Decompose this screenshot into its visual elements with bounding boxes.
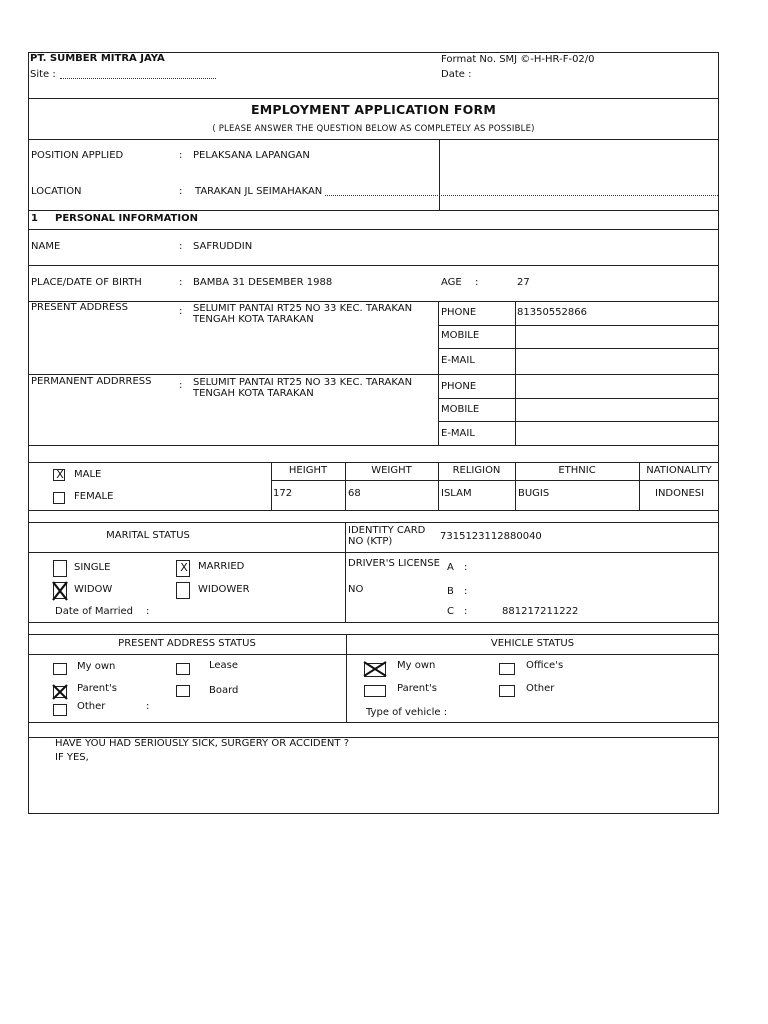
male-checkbox[interactable]: [53, 469, 65, 481]
male-check-mark: X: [56, 468, 64, 481]
license-colon-a: :: [464, 562, 468, 573]
address-other-colon: :: [146, 701, 150, 712]
value-nationality: INDONESI: [655, 488, 705, 499]
address-status-title: PRESENT ADDRESS STATUS: [118, 638, 256, 649]
widower-checkbox[interactable]: [176, 582, 190, 599]
address-lease-checkbox[interactable]: [176, 663, 190, 675]
location-colon: :: [179, 186, 183, 197]
present-phone-value: 81350552866: [517, 307, 587, 318]
health-if-yes: IF YES,: [55, 752, 89, 763]
position-label: POSITION APPLIED: [31, 150, 124, 161]
position-colon: :: [179, 150, 183, 161]
name-colon: :: [179, 241, 183, 252]
address-parents-checkbox[interactable]: [53, 686, 67, 698]
section-number: 1: [31, 213, 38, 224]
header-religion: RELIGION: [452, 465, 501, 476]
address-own-label: My own: [77, 661, 116, 672]
date-of-married-colon: :: [146, 606, 150, 617]
address-board-checkbox[interactable]: [176, 685, 190, 697]
header-height: HEIGHT: [288, 465, 328, 476]
name-value: SAFRUDDIN: [193, 241, 253, 252]
permanent-email-label: E-MAIL: [441, 428, 475, 439]
location-dotted-line: [322, 195, 718, 196]
age-label: AGE: [441, 277, 462, 288]
license-class-c: C: [447, 606, 454, 617]
address-other-checkbox[interactable]: [53, 704, 67, 716]
married-label: MARRIED: [198, 561, 245, 572]
company-name: PT. SUMBER MITRA JAYA: [30, 53, 165, 64]
vehicle-status-title: VEHICLE STATUS: [490, 638, 575, 649]
date-label: Date :: [441, 69, 472, 80]
age-colon: :: [475, 277, 479, 288]
age-value: 27: [517, 277, 530, 288]
value-religion: ISLAM: [441, 488, 472, 499]
address-board-label: Board: [209, 685, 239, 696]
license-class-b: B: [447, 586, 454, 597]
address-lease-label: Lease: [209, 660, 239, 671]
license-class-a: A: [447, 562, 454, 573]
male-label: MALE: [74, 469, 102, 480]
vehicle-own-label: My own: [397, 660, 436, 671]
health-question: HAVE YOU HAD SERIOUSLY SICK, SURGERY OR ACCIDENT ?: [55, 738, 350, 749]
vehicle-type-label: Type of vehicle :: [366, 707, 448, 718]
format-number: Format No. SMJ ©-H-HR-F-02/0: [441, 54, 595, 65]
header-weight: WEIGHT: [371, 465, 412, 476]
permanent-phone-label: PHONE: [441, 381, 477, 392]
vehicle-own-cross-mark: [362, 660, 388, 678]
vehicle-other-label: Other: [526, 683, 555, 694]
present-address-label: PRESENT ADDRESS: [31, 302, 128, 313]
permanent-mobile-label: MOBILE: [441, 404, 480, 415]
present-mobile-label: MOBILE: [441, 330, 480, 341]
permanent-address-value: SELUMIT PANTAI RT25 NO 33 KEC. TARAKAN TENGAH KOTA TARAKAN: [193, 377, 413, 399]
present-address-value: SELUMIT PANTAI RT25 NO 33 KEC. TARAKAN TENGAH KOTA TARAKAN: [193, 303, 413, 325]
location-label: LOCATION: [31, 186, 82, 197]
position-value: PELAKSANA LAPANGAN: [193, 150, 310, 161]
address-parents-cross-mark: [52, 684, 68, 700]
value-height: 172: [273, 488, 293, 499]
birth-colon: :: [179, 277, 183, 288]
single-label: SINGLE: [74, 562, 111, 573]
vehicle-parents-checkbox[interactable]: [364, 685, 386, 697]
license-class-c-value: 881217211222: [502, 606, 579, 617]
vehicle-other-checkbox[interactable]: [499, 685, 515, 697]
birth-label: PLACE/DATE OF BIRTH: [31, 277, 142, 288]
married-checkbox[interactable]: [176, 560, 190, 577]
location-value: TARAKAN JL SEIMAHAKAN: [195, 186, 323, 197]
address-parents-label: Parent's: [77, 683, 117, 694]
present-address-colon: :: [179, 306, 183, 317]
name-label: NAME: [31, 241, 61, 252]
license-colon-c: :: [464, 606, 468, 617]
marital-status-title: MARITAL STATUS: [106, 530, 190, 541]
site-label: Site :: [30, 69, 56, 80]
vehicle-offices-checkbox[interactable]: [499, 663, 515, 675]
form-title: EMPLOYMENT APPLICATION FORM: [251, 102, 496, 117]
value-weight: 68: [348, 488, 361, 499]
header-nationality: NATIONALITY: [646, 465, 712, 476]
widower-label: WIDOWER: [198, 584, 250, 595]
license-colon-b: :: [464, 586, 468, 597]
vehicle-own-checkbox[interactable]: [364, 663, 386, 677]
birth-value: BAMBA 31 DESEMBER 1988: [193, 277, 333, 288]
widow-cross-mark: [52, 581, 68, 601]
female-label: FEMALE: [74, 491, 114, 502]
site-dotted-line: [60, 78, 216, 79]
widow-label: WIDOW: [74, 584, 113, 595]
present-phone-label: PHONE: [441, 307, 477, 318]
vehicle-offices-label: Office's: [526, 660, 564, 671]
permanent-address-colon: :: [179, 380, 183, 391]
present-email-label: E-MAIL: [441, 355, 475, 366]
value-ethnic: BUGIS: [518, 488, 550, 499]
license-label: DRIVER'S LICENSE: [348, 558, 440, 569]
vehicle-parents-label: Parent's: [397, 683, 437, 694]
married-check-mark: X: [180, 561, 188, 574]
address-own-checkbox[interactable]: [53, 663, 67, 675]
form-subtitle: ( PLEASE ANSWER THE QUESTION BELOW AS COMPLETELY AS POSSIBLE): [212, 124, 535, 134]
address-other-label: Other: [77, 701, 106, 712]
female-checkbox[interactable]: [53, 492, 65, 504]
single-checkbox[interactable]: [53, 560, 67, 577]
permanent-address-label: PERMANENT ADDRRESS: [31, 376, 152, 387]
date-of-married-label: Date of Married: [55, 606, 133, 617]
section-title: PERSONAL INFORMATION: [55, 213, 198, 224]
widow-checkbox[interactable]: [53, 582, 67, 599]
license-no-label: NO: [348, 584, 364, 595]
ktp-value: 7315123112880040: [440, 531, 542, 542]
ktp-label: IDENTITY CARD NO (KTP): [348, 525, 426, 547]
header-ethnic: ETHNIC: [558, 465, 596, 476]
